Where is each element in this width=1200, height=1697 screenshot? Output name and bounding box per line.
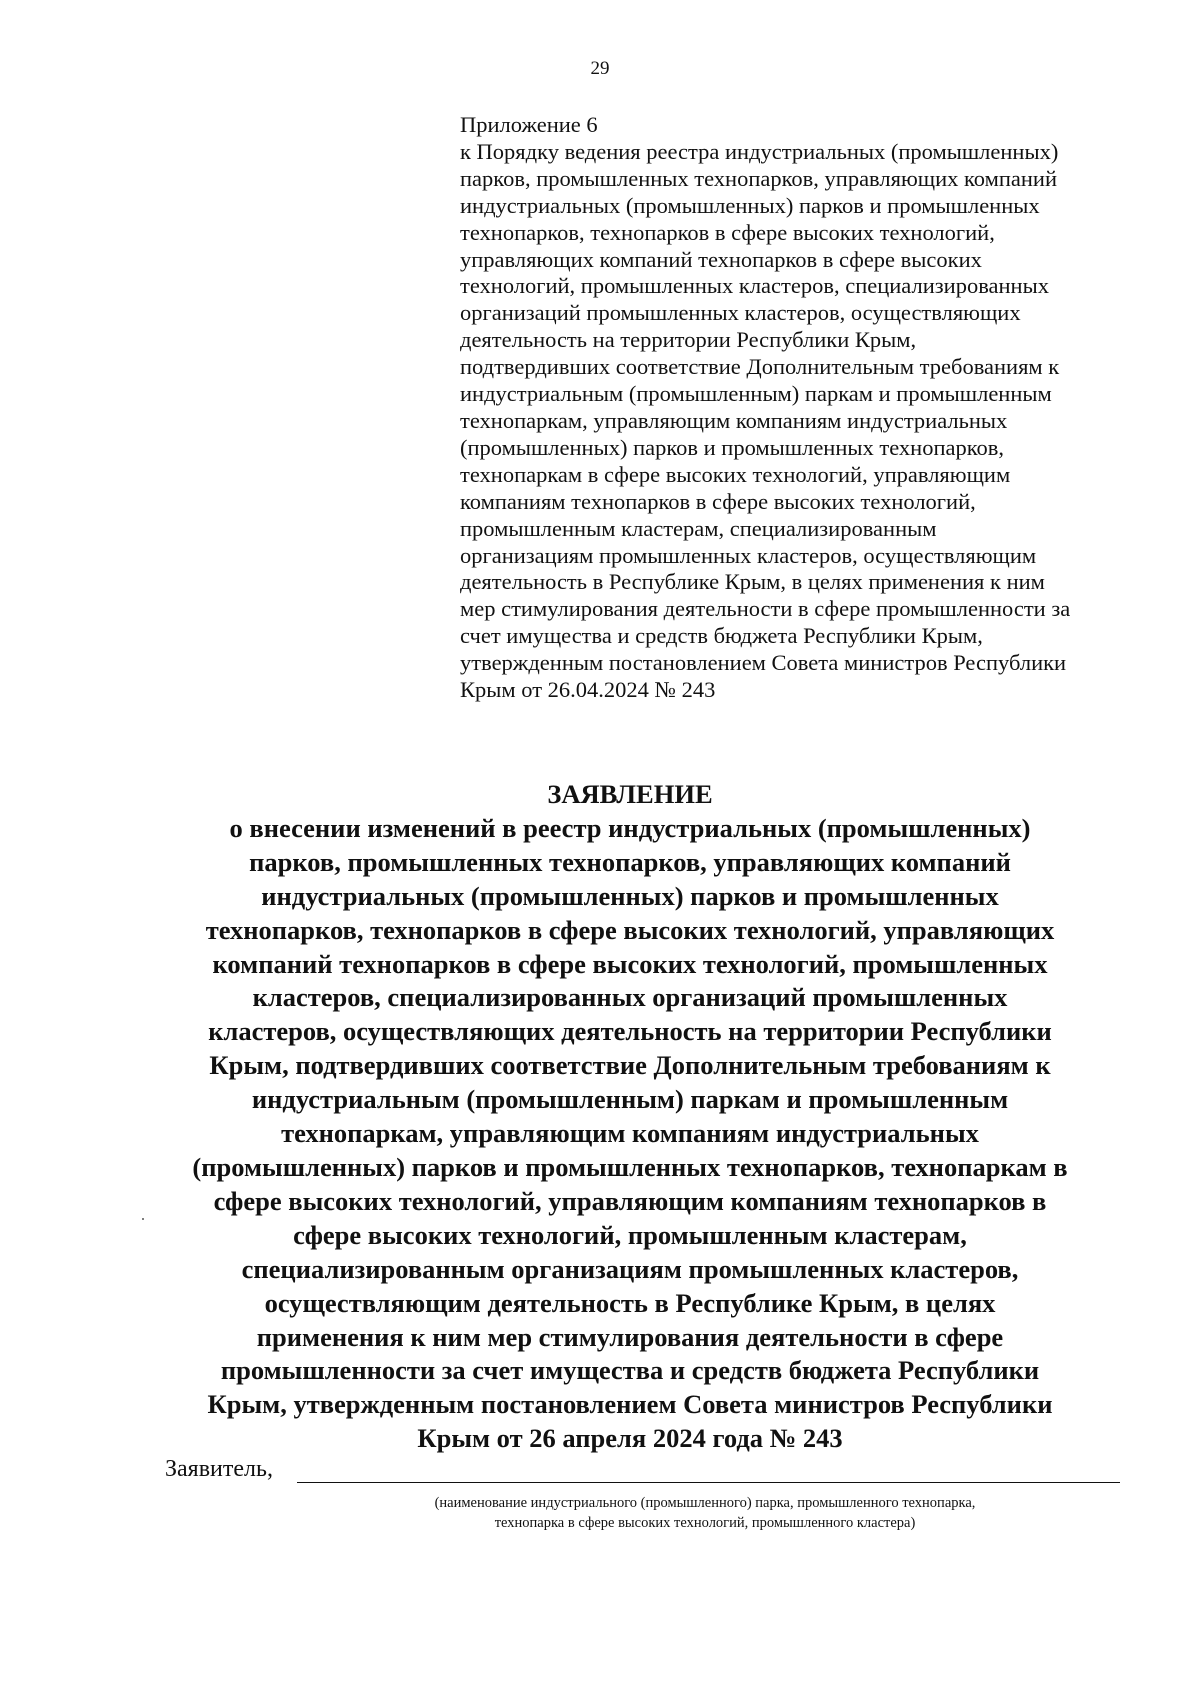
statement-line: сфере высоких технологий, промышленным кластерам, [293,1219,967,1250]
page-number: 29 [590,58,610,79]
statement-line: парков, промышленных технопарков, управляющих компаний [249,846,1011,877]
statement-line: промышленности за счет имущества и средств бюджета Республики [220,1355,1040,1386]
applicant-hint [290,1493,1120,1533]
appendix-line: управляющих компаний технопарков в сфере высоких [460,246,982,272]
statement-line: кластеров, осуществляющих деятельность на территории Республики [208,1016,1052,1047]
statement-line: Крым, подтвердивших соответствие Дополнительным требованиям к [209,1050,1051,1081]
appendix-line: промышленным кластерам, специализированным [460,515,937,541]
appendix-line: организациям промышленных кластеров, осуществляющим [460,542,1037,568]
applicant-row [165,1456,1120,1486]
appendix-line: деятельность в Республике Крым, в целях применения к ним [460,569,1045,595]
applicant-hint-line: (наименование индустриального (промышленного) парка, промышленного технопарка, [434,1495,976,1511]
appendix-line: (промышленных) парков и промышленных технопарков, [460,434,1005,460]
appendix-line: индустриальных (промышленных) парков и промышленных [460,192,1040,218]
appendix-title: Приложение 6 [460,112,598,137]
statement-line: Крым, утвержденным постановлением Совета министров Республики [207,1389,1053,1420]
appendix-line: компаниям технопарков в сфере высоких технологий, [460,488,976,514]
appendix-line: индустриальным (промышленным) паркам и промышленным [460,381,1052,407]
appendix-line: подтвердивших соответствие Дополнительным требованиям к [460,354,1060,380]
appendix-line: деятельность на территории Республики Крым, [460,327,917,353]
appendix-line: к Порядку ведения реестра индустриальных (промышленных) [460,138,1059,164]
appendix-line: мер стимулирования деятельности в сфере промышленности за [460,596,1071,622]
appendix-line: технологий, промышленных кластеров, специализированных [460,273,1049,299]
appendix-line: организаций промышленных кластеров, осуществляющих [460,300,1021,326]
appendix-line: счет имущества и средств бюджета Республики Крым, [460,623,983,649]
appendix-line: утвержденным постановлением Совета министров Республики [460,650,1067,676]
statement-line: Крым от 26 апреля 2024 года № 243 [417,1423,843,1454]
appendix-line: технопаркам, управляющим компаниям индустриальных [460,407,1008,433]
appendix-line: Крым от 26.04.2024 № 243 [460,677,716,703]
statement-line: применения к ним мер стимулирования деятельности в сфере [256,1321,1004,1352]
statement-line: о внесении изменений в реестр индустриальных (промышленных) [229,812,1031,843]
statement-line: технопарков, технопарков в сфере высоких технологий, управляющих [205,914,1055,945]
statement-line: кластеров, специализированных организаций промышленных [252,982,1008,1013]
statement-title: ЗАЯВЛЕНИЕ [547,779,713,809]
statement-line: технопаркам, управляющим компаниям индустриальных [281,1118,979,1149]
appendix-line: технопаркам в сфере высоких технологий, управляющим [460,461,1011,487]
statement-heading [140,778,1120,1456]
statement-line: индустриальных (промышленных) парков и промышленных [261,880,999,911]
statement-line: (промышленных) парков и промышленных технопарков, технопаркам в [192,1151,1068,1182]
statement-line: компаний технопарков в сфере высоких технологий, промышленных [212,948,1048,979]
applicant-blank-line [297,1482,1120,1483]
statement-line: специализированным организациям промышленных кластеров, [241,1253,1019,1284]
statement-line: индустриальным (промышленным) паркам и промышленным [251,1084,1009,1115]
statement-line: осуществляющим деятельность в Республике Крым, в целях [264,1287,996,1318]
appendix-line: парков, промышленных технопарков, управляющих компаний [460,165,1058,191]
statement-line: сфере высоких технологий, управляющим компаниям технопарков в [213,1185,1047,1216]
scan-speck [142,1218,144,1220]
applicant-hint-line: технопарка в сфере высоких технологий, промышленного кластера) [494,1515,916,1531]
applicant-label: Заявитель, [165,1456,273,1482]
appendix-line: технопарков, технопарков в сфере высоких технологий, [460,219,995,245]
appendix-header [460,112,1140,704]
